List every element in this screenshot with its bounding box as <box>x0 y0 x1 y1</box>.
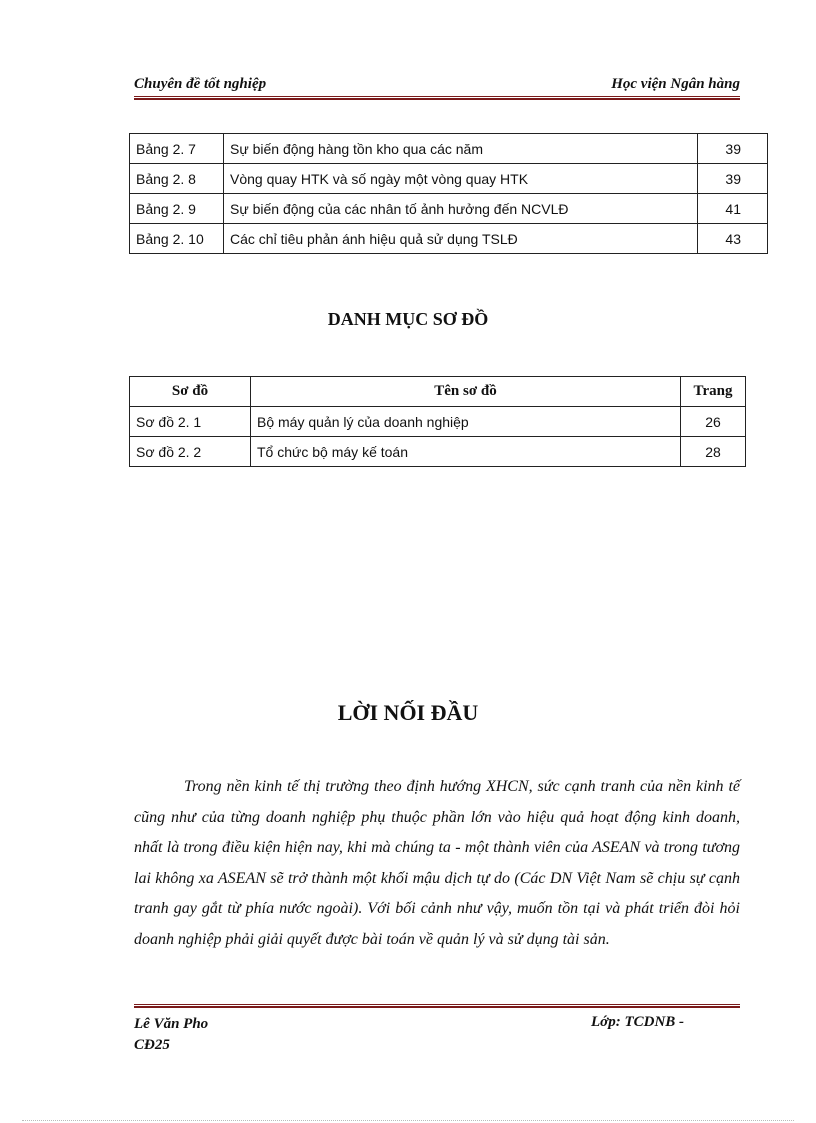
diagram-list-table <box>129 376 746 467</box>
table-name-cell: Sự biến động của các nhân tố ảnh hưởng đến NCVLĐ <box>224 194 698 224</box>
diagram-list-heading: DANH MỤC SƠ ĐỒ <box>327 309 489 329</box>
page-header <box>134 76 740 96</box>
diagram-page-cell: 28 <box>681 437 746 467</box>
table-name-cell: Các chỉ tiêu phản ánh hiệu quả sử dụng TSLĐ <box>224 224 698 254</box>
column-header-page: Trang <box>681 377 746 407</box>
diagram-label-cell: Sơ đồ 2. 1 <box>130 407 251 437</box>
column-header-diagram: Sơ đồ <box>130 377 251 407</box>
header-right-title: Học viện Ngân hàng <box>611 76 740 92</box>
table-label-cell: Bảng 2. 9 <box>130 194 224 224</box>
table-label-cell: Bảng 2. 10 <box>130 224 224 254</box>
table-page-cell: 43 <box>698 224 768 254</box>
page-bottom-divider <box>22 1120 794 1121</box>
table-page-cell: 39 <box>698 134 768 164</box>
footer-author: Lê Văn Pho CĐ25 <box>134 1016 209 1053</box>
diagram-name-cell: Tổ chức bộ máy kế toán <box>251 437 681 467</box>
table-row <box>130 164 768 194</box>
table-label-cell: Bảng 2. 8 <box>130 164 224 194</box>
table-header-row <box>130 377 746 407</box>
table-row <box>130 437 746 467</box>
tables-list-table <box>129 133 768 254</box>
table-name-cell: Vòng quay HTK và số ngày một vòng quay HTK <box>224 164 698 194</box>
header-left-title: Chuyên đề tốt nghiệp <box>134 76 267 92</box>
table-name-cell: Sự biến động hàng tồn kho qua các năm <box>224 134 698 164</box>
diagram-label-cell: Sơ đồ 2. 2 <box>130 437 251 467</box>
table-row <box>130 134 768 164</box>
diagram-page-cell: 26 <box>681 407 746 437</box>
footer-rule <box>134 1004 740 1008</box>
table-label-cell: Bảng 2. 7 <box>130 134 224 164</box>
column-header-name: Tên sơ đồ <box>251 377 681 407</box>
table-row <box>130 194 768 224</box>
table-page-cell: 41 <box>698 194 768 224</box>
diagram-name-cell: Bộ máy quản lý của doanh nghiệp <box>251 407 681 437</box>
table-page-cell: 39 <box>698 164 768 194</box>
intro-heading: LỜI NỐI ĐẦU <box>337 700 479 725</box>
header-rule <box>134 96 740 100</box>
footer-class: Lớp: TCDNB - <box>591 1014 685 1030</box>
table-row <box>130 224 768 254</box>
intro-paragraph: Trong nền kinh tế thị trường theo định hướng XHCN, sức cạnh tranh của nền kinh tế cũng như của từng doanh nghiệp phụ thuộc phần lớn vào hiệu quả hoạt động kinh doanh, nhất là trong điều kiện hiện nay, khi mà chúng ta - một thành viên của ASEAN và trong tương lai không xa ASEAN sẽ trở thành một khối mậu dịch tự do (Các DN Việt Nam sẽ chịu sự cạnh tranh gay gắt từ phía nước ngoài). Với bối cảnh như vậy, muốn tồn tại và phát triển đòi hỏi doanh nghiệp phải giải quyết được bài toán về quản lý và sử dụng tài sản. <box>134 778 740 948</box>
table-row <box>130 407 746 437</box>
